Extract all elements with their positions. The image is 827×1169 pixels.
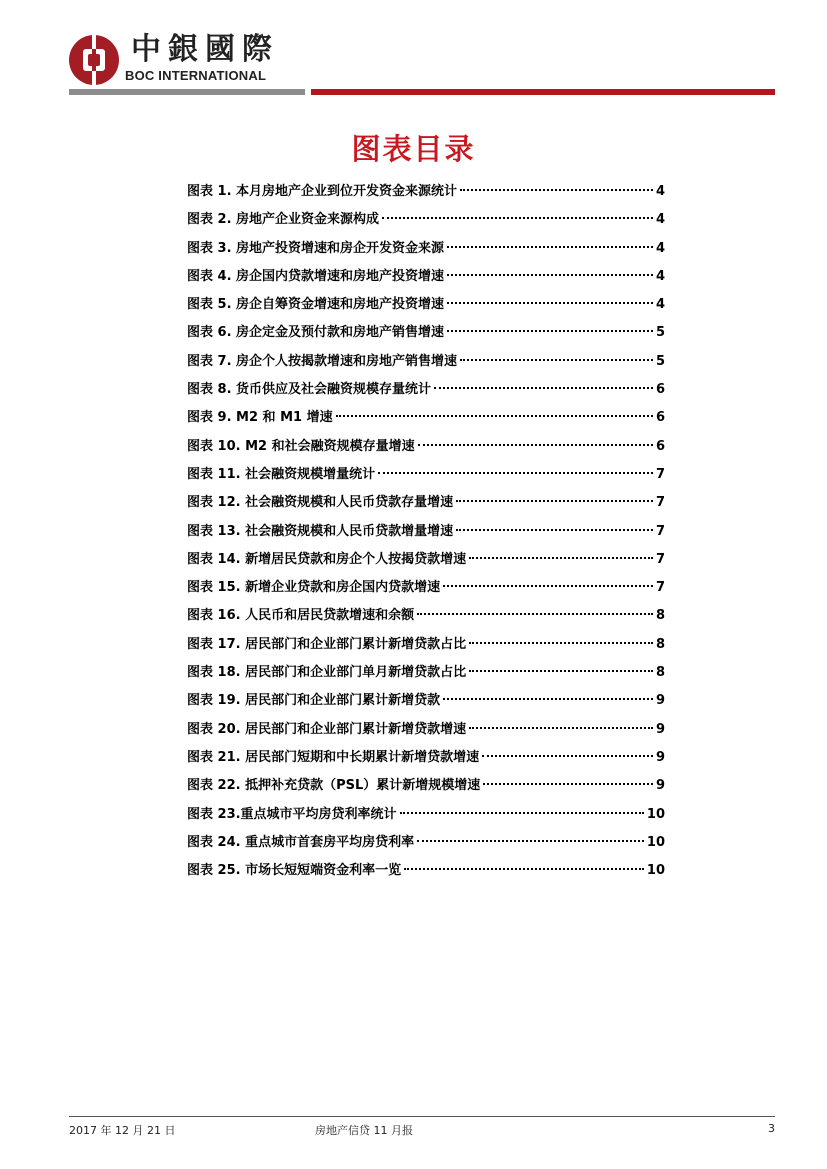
toc-entry-page: 4 bbox=[655, 268, 665, 284]
toc-entry[interactable] bbox=[187, 716, 665, 744]
toc-entry-label: 图表 22. 抵押补充贷款（PSL）累计新增规模增速 bbox=[187, 778, 481, 794]
toc-entry-label: 图表 14. 新增居民贷款和房企个人按揭贷款增速 bbox=[187, 551, 467, 567]
toc-dot-leader bbox=[443, 698, 653, 700]
toc-entry[interactable] bbox=[187, 829, 665, 857]
toc-dot-leader bbox=[447, 330, 653, 332]
toc-entry[interactable] bbox=[187, 291, 665, 319]
toc-dot-leader bbox=[336, 415, 653, 417]
toc-list bbox=[187, 178, 665, 885]
toc-entry-page: 6 bbox=[655, 438, 665, 454]
toc-entry-page: 5 bbox=[655, 325, 665, 341]
toc-entry[interactable] bbox=[187, 772, 665, 800]
toc-dot-leader bbox=[447, 302, 653, 304]
toc-entry[interactable] bbox=[187, 404, 665, 432]
toc-dot-leader bbox=[469, 642, 653, 644]
toc-entry[interactable] bbox=[187, 518, 665, 546]
toc-title: 图表目录 bbox=[351, 132, 476, 166]
toc-entry[interactable] bbox=[187, 263, 665, 291]
toc-entry-page: 8 bbox=[655, 608, 665, 624]
toc-entry-label: 图表 17. 居民部门和企业部门累计新增贷款占比 bbox=[187, 636, 467, 652]
toc-entry-page: 10 bbox=[646, 834, 665, 850]
toc-entry-page: 4 bbox=[655, 297, 665, 313]
toc-entry-label: 图表 11. 社会融资规模增量统计 bbox=[187, 466, 376, 482]
toc-entry-page: 7 bbox=[655, 495, 665, 511]
toc-entry-page: 9 bbox=[655, 693, 665, 709]
toc-entry-label: 图表 19. 居民部门和企业部门累计新增贷款 bbox=[187, 693, 441, 709]
toc-entry-label: 图表 1. 本月房地产企业到位开发资金来源统计 bbox=[187, 184, 458, 199]
header-rule-grey bbox=[69, 89, 305, 95]
toc-dot-leader bbox=[456, 500, 653, 502]
toc-dot-leader bbox=[417, 613, 653, 615]
toc-entry-page: 9 bbox=[655, 778, 665, 794]
toc-entry-label: 图表 7. 房企个人按揭款增速和房地产销售增速 bbox=[187, 353, 458, 369]
toc-entry-label: 图表 10. M2 和社会融资规模存量增速 bbox=[187, 438, 415, 454]
toc-dot-leader bbox=[378, 472, 653, 474]
footer-report-title: 房地产信贷 11 月报 bbox=[315, 1124, 413, 1137]
toc-entry-page: 4 bbox=[655, 184, 665, 199]
toc-entry-page: 7 bbox=[655, 580, 665, 596]
header-rule-red bbox=[311, 89, 775, 95]
toc-entry[interactable] bbox=[187, 602, 665, 630]
toc-entry[interactable] bbox=[187, 178, 665, 206]
boc-logo-icon bbox=[69, 35, 119, 85]
toc-entry[interactable] bbox=[187, 744, 665, 772]
toc-entry-label: 图表 12. 社会融资规模和人民币贷款存量增速 bbox=[187, 495, 454, 511]
toc-entry-label: 图表 2. 房地产企业资金来源构成 bbox=[187, 212, 380, 228]
toc-entry-label: 图表 5. 房企自筹资金增速和房地产投资增速 bbox=[187, 297, 445, 313]
toc-entry-page: 7 bbox=[655, 551, 665, 567]
toc-entry-label: 图表 13. 社会融资规模和人民币贷款增量增速 bbox=[187, 523, 454, 539]
toc-dot-leader bbox=[382, 217, 653, 219]
toc-dot-leader bbox=[417, 840, 644, 842]
toc-entry[interactable] bbox=[187, 489, 665, 517]
toc-entry-label: 图表 15. 新增企业贷款和房企国内贷款增速 bbox=[187, 580, 441, 596]
toc-entry[interactable] bbox=[187, 574, 665, 602]
toc-dot-leader bbox=[469, 670, 653, 672]
toc-dot-leader bbox=[482, 755, 653, 757]
toc-dot-leader bbox=[404, 868, 644, 870]
toc-entry[interactable] bbox=[187, 433, 665, 461]
toc-entry-label: 图表 25. 市场长短短端资金利率一览 bbox=[187, 863, 402, 879]
toc-dot-leader bbox=[469, 727, 653, 729]
toc-entry-page: 6 bbox=[655, 382, 665, 398]
toc-entry-label: 图表 9. M2 和 M1 增速 bbox=[187, 410, 333, 426]
toc-entry-label: 图表 20. 居民部门和企业部门累计新增贷款增速 bbox=[187, 721, 467, 737]
toc-entry-label: 图表 23.重点城市平均房贷利率统计 bbox=[187, 806, 397, 822]
toc-entry-label: 图表 6. 房企定金及预付款和房地产销售增速 bbox=[187, 325, 445, 341]
toc-entry[interactable] bbox=[187, 235, 665, 263]
toc-entry-page: 9 bbox=[655, 721, 665, 737]
toc-entry-label: 图表 3. 房地产投资增速和房企开发资金来源 bbox=[187, 240, 445, 256]
toc-entry-page: 8 bbox=[655, 665, 665, 681]
toc-entry-page: 7 bbox=[655, 523, 665, 539]
toc-entry-page: 9 bbox=[655, 749, 665, 765]
toc-entry-page: 8 bbox=[655, 636, 665, 652]
toc-entry[interactable] bbox=[187, 546, 665, 574]
toc-dot-leader bbox=[400, 812, 644, 814]
toc-dot-leader bbox=[434, 387, 653, 389]
toc-dot-leader bbox=[456, 529, 653, 531]
toc-entry[interactable] bbox=[187, 631, 665, 659]
logo-chinese-name: 中銀國際 bbox=[131, 32, 279, 67]
toc-entry[interactable] bbox=[187, 659, 665, 687]
toc-entry[interactable] bbox=[187, 857, 665, 885]
footer-rule bbox=[69, 1116, 775, 1117]
toc-entry-label: 图表 21. 居民部门短期和中长期累计新增贷款增速 bbox=[187, 749, 480, 765]
toc-entry-page: 6 bbox=[655, 410, 665, 426]
toc-dot-leader bbox=[460, 359, 653, 361]
toc-entry-page: 7 bbox=[655, 466, 665, 482]
toc-entry-page: 4 bbox=[655, 240, 665, 256]
toc-dot-leader bbox=[460, 189, 653, 191]
toc-entry[interactable] bbox=[187, 319, 665, 347]
logo-english-name: BOC INTERNATIONAL bbox=[125, 68, 267, 83]
toc-entry[interactable] bbox=[187, 206, 665, 234]
toc-entry[interactable] bbox=[187, 348, 665, 376]
toc-dot-leader bbox=[469, 557, 653, 559]
toc-entry[interactable] bbox=[187, 461, 665, 489]
toc-entry-label: 图表 8. 货币供应及社会融资规模存量统计 bbox=[187, 382, 432, 398]
footer-date: 2017 年 12 月 21 日 bbox=[69, 1124, 176, 1137]
toc-dot-leader bbox=[483, 783, 653, 785]
toc-dot-leader bbox=[447, 246, 653, 248]
toc-entry-label: 图表 16. 人民币和居民贷款增速和余额 bbox=[187, 608, 415, 624]
toc-entry-label: 图表 18. 居民部门和企业部门单月新增贷款占比 bbox=[187, 665, 467, 681]
toc-entry-label: 图表 4. 房企国内贷款增速和房地产投资增速 bbox=[187, 268, 445, 284]
toc-entry-page: 5 bbox=[655, 353, 665, 369]
toc-entry-page: 4 bbox=[655, 212, 665, 228]
toc-dot-leader bbox=[447, 274, 653, 276]
toc-dot-leader bbox=[443, 585, 653, 587]
toc-entry[interactable] bbox=[187, 376, 665, 404]
toc-entry-label: 图表 24. 重点城市首套房平均房贷利率 bbox=[187, 834, 415, 850]
toc-entry[interactable] bbox=[187, 801, 665, 829]
toc-dot-leader bbox=[418, 444, 653, 446]
toc-entry[interactable] bbox=[187, 687, 665, 715]
footer-page-number: 3 bbox=[768, 1122, 775, 1135]
toc-entry-page: 10 bbox=[646, 863, 665, 879]
toc-entry-page: 10 bbox=[646, 806, 665, 822]
